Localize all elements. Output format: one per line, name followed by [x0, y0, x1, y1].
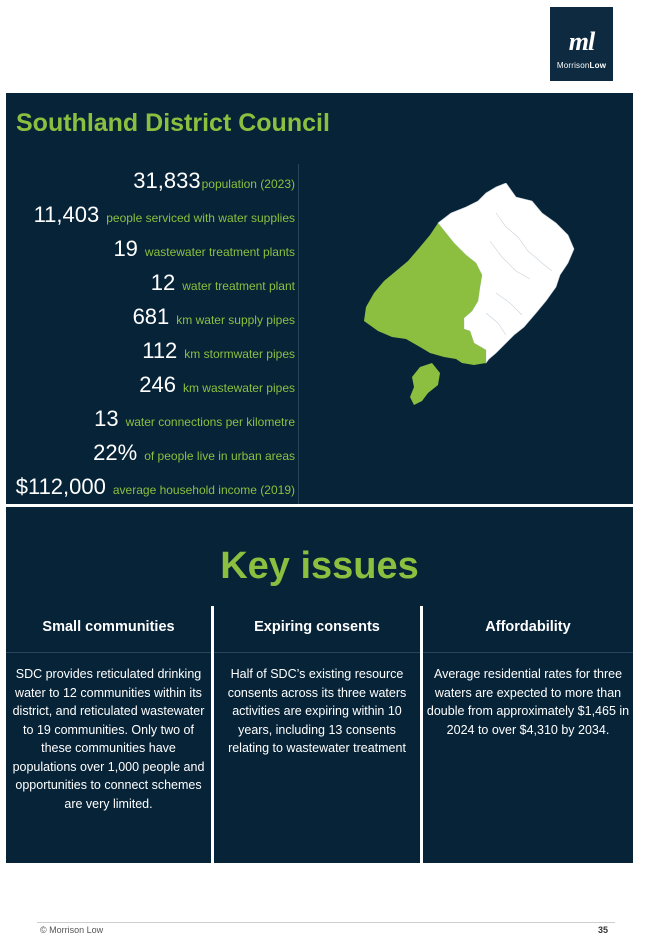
stat-label: of people live in urban areas [144, 449, 295, 463]
stat-value: 246 [139, 372, 176, 397]
stat-value: 13 [94, 406, 119, 431]
footer-divider [37, 922, 615, 923]
stat-value: 12 [150, 270, 176, 295]
key-issues-title: Key issues [220, 545, 419, 587]
stat-value: 681 [132, 304, 170, 329]
stat-label: water connections per kilometre [125, 415, 295, 429]
stat-label: average household income (2019) [112, 483, 295, 497]
southland-map [346, 183, 586, 423]
stat-water-pipes [133, 304, 295, 334]
stat-value: 31,833 [133, 168, 201, 193]
district-summary-panel [6, 93, 633, 504]
stat-value: 19 [113, 236, 138, 261]
issue-heading: Small communities [6, 606, 211, 653]
issue-column-affordability [423, 606, 633, 863]
stats-list [6, 164, 299, 504]
stat-value: 11,403 [33, 202, 100, 227]
stat-income [16, 474, 295, 504]
stat-wastewater-pipes [139, 372, 295, 402]
stat-value: $112,000 [15, 474, 106, 499]
stat-label: km stormwater pipes [184, 347, 295, 361]
stat-water-supplies [34, 202, 295, 232]
stat-connections [94, 406, 295, 436]
stat-label: km water supply pipes [176, 313, 295, 327]
page-title: Southland District Council [16, 109, 330, 137]
stat-label: water treatment plant [182, 279, 295, 293]
stat-label: km wastewater pipes [182, 381, 295, 395]
logo-mark: ml [568, 27, 595, 56]
stat-wastewater-plants [113, 236, 295, 266]
morrison-low-logo [550, 7, 613, 81]
issue-text: SDC provides reticulated drinking water to 12 communities within its district, and reticulated wastewater to 19 communities. Only two of these communities have populations over 1,000 people and opportunities to connect schemes are very limited. [12, 667, 205, 811]
stat-label: people serviced with water supplies [106, 211, 295, 225]
map-island-highlight [410, 363, 440, 405]
southland-map-graphic [346, 183, 586, 423]
key-issues-panel [6, 507, 633, 863]
stat-value: 22% [93, 440, 138, 465]
stat-label: wastewater treatment plants [144, 245, 295, 259]
issue-column-expiring-consents [214, 606, 423, 863]
page-number: 35 [598, 925, 609, 935]
stat-value: 112 [142, 338, 178, 363]
stat-label: population (2023) [201, 177, 295, 191]
stat-population [133, 168, 295, 198]
stat-water-treatment [151, 270, 295, 300]
issue-text: Half of SDC’s existing resource consents across its three waters activities are expiring within 10 years, including 13 consents relating to wastewater treatment [227, 667, 407, 755]
footer-copyright: © Morrison Low [40, 925, 104, 935]
stat-stormwater-pipes [142, 338, 295, 368]
stat-urban [93, 440, 295, 470]
issue-heading: Affordability [423, 606, 633, 653]
issue-column-small-communities [6, 606, 214, 863]
issue-text: Average residential rates for three waters are expected to more than double from approximately $1,465 in 2024 to over $4,310 by 2034. [426, 667, 630, 737]
logo-wordmark: MorrisonLow [556, 61, 607, 70]
issue-heading: Expiring consents [214, 606, 420, 653]
